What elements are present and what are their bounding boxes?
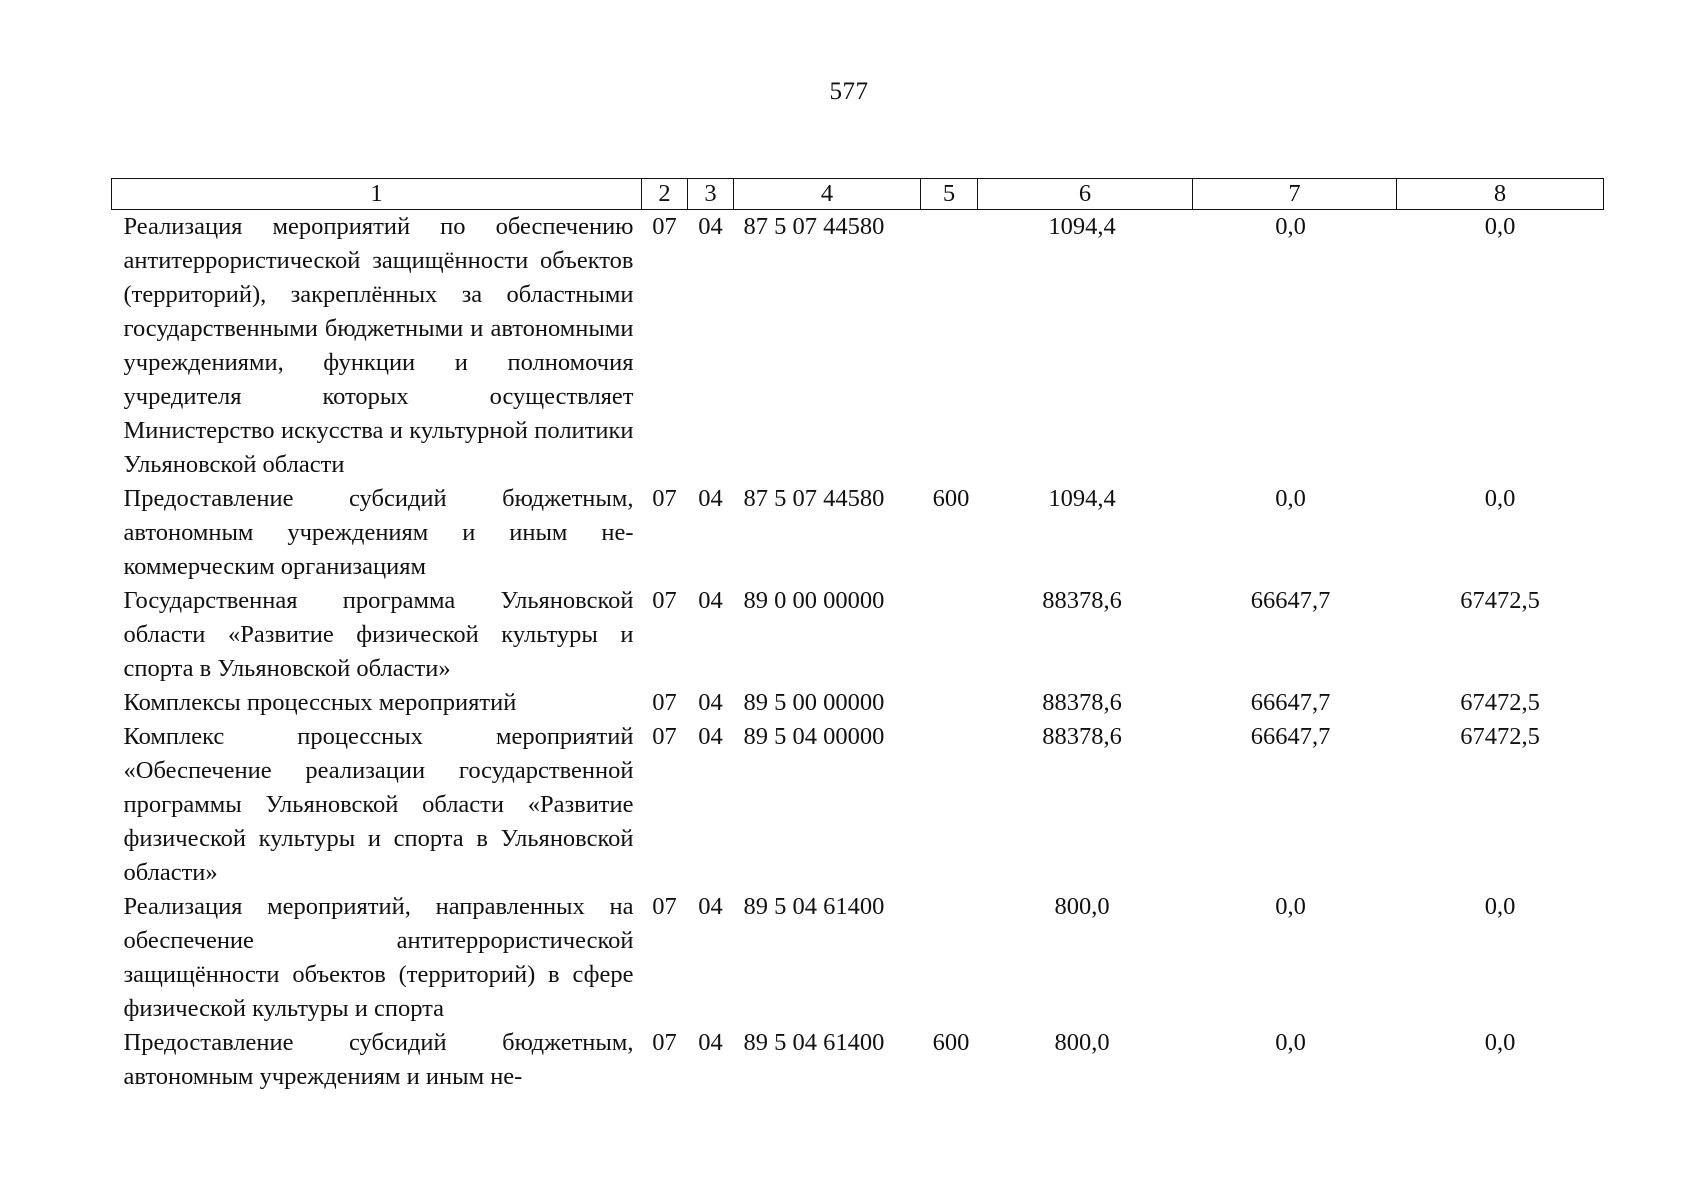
- row-name: Реализация мероприятий, направленных на обеспечение антитеррористической защищённости объектов (территорий) в сфере физической культуры и спорта: [123, 893, 634, 1022]
- row-name: Предоставление субсидий бюджетным, автономным учреждениям и иным не-: [123, 1029, 634, 1090]
- row-target-article: 87 5 07 44580: [743, 485, 885, 512]
- row-value-col6: 800,0: [1054, 893, 1110, 920]
- row-target-article: 89 5 04 00000: [743, 723, 885, 750]
- row-section: 07: [652, 893, 677, 920]
- header-col-1: 1: [112, 179, 642, 210]
- row-value-col7: 0,0: [1275, 213, 1306, 240]
- header-col-2: 2: [642, 179, 688, 210]
- table-row: [112, 686, 1604, 720]
- header-col-6: 6: [978, 179, 1193, 210]
- row-expense-type: [921, 584, 978, 686]
- row-subsection: 04: [698, 587, 723, 614]
- header-col-4: 4: [734, 179, 921, 210]
- row-expense-type: 600: [932, 485, 970, 512]
- row-value-col6: 1094,4: [1048, 485, 1116, 512]
- row-target-article: 89 0 00 00000: [743, 587, 885, 614]
- row-expense-type: [921, 686, 978, 720]
- row-value-col6: 1094,4: [1048, 213, 1116, 240]
- row-target-article: 87 5 07 44580: [743, 213, 885, 240]
- row-subsection: 04: [698, 1029, 723, 1056]
- row-section: 07: [652, 485, 677, 512]
- row-target-article: 89 5 04 61400: [743, 893, 885, 920]
- table-row: [112, 210, 1604, 483]
- row-value-col7: 0,0: [1275, 893, 1306, 920]
- row-name: Государственная программа Ульяновской области «Развитие физической культуры и спорта в Ульяновской области»: [123, 587, 634, 682]
- header-col-3: 3: [688, 179, 734, 210]
- row-value-col8: 67472,5: [1460, 723, 1540, 750]
- header-col-5: 5: [921, 179, 978, 210]
- row-value-col7: 0,0: [1275, 485, 1306, 512]
- row-section: 07: [652, 587, 677, 614]
- row-value-col6: 88378,6: [1042, 723, 1122, 750]
- row-name: Реализация мероприятий по обеспечению антитеррористической защищённости объектов (территорий), закреплённых за областными государственными бюджетными и автономными учреждениями, функции и полномочия учредителя которых осуществляет Министерство искусства и культурной политики Ульяновской области: [123, 213, 634, 478]
- row-value-col8: 0,0: [1484, 1029, 1516, 1056]
- row-expense-type: [921, 890, 978, 1026]
- row-value-col8: 67472,5: [1460, 587, 1540, 614]
- row-value-col7: 66647,7: [1250, 587, 1331, 614]
- table-row: [112, 482, 1604, 584]
- row-subsection: 04: [698, 213, 723, 240]
- table-row: [112, 890, 1604, 1026]
- row-value-col6: 800,0: [1054, 1029, 1110, 1056]
- row-section: 07: [652, 1029, 677, 1056]
- row-expense-type: 600: [932, 1029, 970, 1056]
- table-row: [112, 1026, 1604, 1094]
- row-value-col7: 66647,7: [1250, 723, 1331, 750]
- row-section: 07: [652, 213, 677, 240]
- row-value-col8: 67472,5: [1460, 689, 1540, 716]
- row-subsection: 04: [698, 689, 723, 716]
- header-row: [112, 179, 1604, 210]
- row-name: Комплексы процессных мероприятий: [123, 689, 517, 716]
- header-col-8: 8: [1397, 179, 1604, 210]
- row-expense-type: [921, 720, 978, 890]
- row-name: Предоставление субсидий бюджетным, автономным учреждениям и иным некоммерческим организациям: [123, 485, 634, 580]
- row-value-col8: 0,0: [1484, 893, 1516, 920]
- row-value-col8: 0,0: [1484, 485, 1516, 512]
- table-body: [112, 210, 1604, 1095]
- row-subsection: 04: [698, 485, 723, 512]
- row-subsection: 04: [698, 893, 723, 920]
- row-expense-type: [921, 210, 978, 483]
- header-col-7: 7: [1193, 179, 1397, 210]
- row-section: 07: [652, 723, 677, 750]
- row-target-article: 89 5 00 00000: [743, 689, 885, 716]
- row-section: 07: [652, 689, 677, 716]
- row-value-col7: 0,0: [1275, 1029, 1306, 1056]
- budget-table: [111, 178, 1604, 1094]
- row-name: Комплекс процессных мероприятий «Обеспечение реализации государственной программы Ульяновской области «Развитие физической культуры и спорта в Ульяновской области»: [123, 723, 634, 886]
- page-number: 577: [829, 78, 869, 105]
- table-header: [112, 179, 1604, 210]
- row-subsection: 04: [698, 723, 723, 750]
- table-row: [112, 720, 1604, 890]
- row-value-col6: 88378,6: [1042, 587, 1122, 614]
- table-row: [112, 584, 1604, 686]
- row-value-col7: 66647,7: [1250, 689, 1331, 716]
- row-value-col8: 0,0: [1484, 213, 1516, 240]
- row-target-article: 89 5 04 61400: [743, 1029, 885, 1056]
- row-value-col6: 88378,6: [1042, 689, 1122, 716]
